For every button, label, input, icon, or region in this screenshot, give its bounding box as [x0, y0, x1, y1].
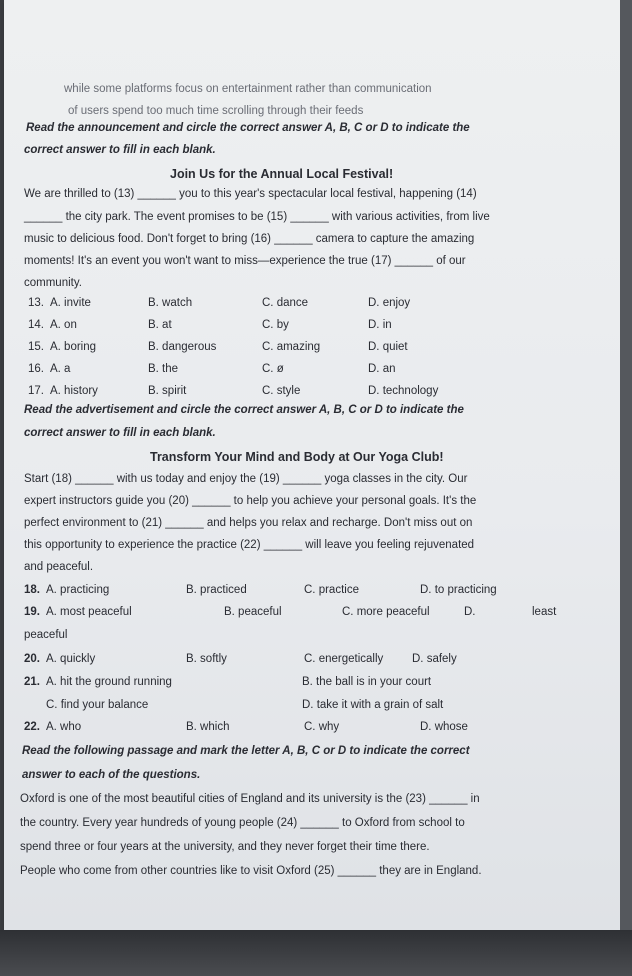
- q19-option-b[interactable]: B. peaceful: [224, 606, 282, 618]
- q17-option-c[interactable]: C. style: [262, 385, 301, 397]
- passage2-line-3: perfect environment to (21) ______ and helps you relax and recharge. Don't miss out on: [24, 517, 473, 529]
- q17-option-a[interactable]: A. history: [50, 385, 98, 397]
- q17-number: 17.: [28, 385, 44, 397]
- q19-option-d-letter[interactable]: D.: [464, 606, 476, 618]
- q17-option-b[interactable]: B. spirit: [148, 385, 187, 397]
- q22-option-a[interactable]: A. who: [46, 721, 82, 733]
- q21-option-a[interactable]: A. hit the ground running: [46, 676, 172, 688]
- festival-title: Join Us for the Annual Local Festival!: [170, 167, 394, 181]
- q15-option-d[interactable]: D. quiet: [368, 341, 408, 353]
- passage3-line-4: People who come from other countries like to visit Oxford (25) ______ they are in England.: [20, 865, 482, 877]
- background-edge-right: [620, 0, 632, 930]
- q15-option-a[interactable]: A. boring: [50, 341, 97, 353]
- worksheet-page: [4, 0, 620, 930]
- section2-instruction: Read the advertisement and circle the correct answer A, B, C or D to indicate the: [24, 404, 464, 416]
- q18-option-a[interactable]: A. practicing: [46, 584, 110, 596]
- q21-number: 21.: [24, 676, 40, 688]
- q19-option-c[interactable]: C. more peaceful: [342, 606, 430, 618]
- intro-line-1: while some platforms focus on entertainment rather than communication: [64, 83, 432, 95]
- q16-number: 16.: [28, 363, 44, 375]
- q14-number: 14.: [28, 319, 44, 331]
- passage1-line-3: music to delicious food. Don't forget to bring (16) ______ camera to capture the amazing: [24, 233, 475, 245]
- q15-option-c[interactable]: C. amazing: [262, 341, 321, 353]
- q15-number: 15.: [28, 341, 44, 353]
- section2-instruction-cont: correct answer to fill in each blank.: [24, 427, 216, 439]
- q21-option-b[interactable]: B. the ball is in your court: [302, 676, 432, 688]
- passage2-line-1: Start (18) ______ with us today and enjoy the (19) ______ yoga classes in the city. Our: [24, 473, 468, 485]
- passage2-line-2: expert instructors guide you (20) ______ to help you achieve your personal goals. It's the: [24, 495, 477, 507]
- q19-option-d-wrap[interactable]: peaceful: [24, 629, 68, 641]
- q19-option-d-word[interactable]: least: [532, 606, 557, 618]
- q14-option-d[interactable]: D. in: [368, 319, 392, 331]
- q15-option-b[interactable]: B. dangerous: [148, 341, 217, 353]
- passage1-line-2: ______ the city park. The event promises to be (15) ______ with various activities, from live: [24, 211, 490, 223]
- q20-option-a[interactable]: A. quickly: [46, 653, 96, 665]
- q18-option-d[interactable]: D. to practicing: [420, 584, 497, 596]
- q22-number: 22.: [24, 721, 40, 733]
- q14-option-c[interactable]: C. by: [262, 319, 289, 331]
- q19-number: 19.: [24, 606, 40, 618]
- section1-instruction-cont: correct answer to fill in each blank.: [24, 144, 216, 156]
- passage3-line-2: the country. Every year hundreds of young people (24) ______ to Oxford from school to: [20, 817, 465, 829]
- q19-option-a[interactable]: A. most peaceful: [46, 606, 132, 618]
- q13-option-c[interactable]: C. dance: [262, 297, 309, 309]
- q14-option-a[interactable]: A. on: [50, 319, 77, 331]
- q18-option-b[interactable]: B. practiced: [186, 584, 247, 596]
- yoga-title: Transform Your Mind and Body at Our Yoga Club!: [150, 450, 444, 464]
- q21-option-c[interactable]: C. find your balance: [46, 699, 149, 711]
- q16-option-c[interactable]: C. ø: [262, 363, 284, 375]
- passage1-line-5: community.: [24, 277, 82, 289]
- intro-line-2: of users spend too much time scrolling through their feeds: [68, 105, 364, 117]
- q17-option-d[interactable]: D. technology: [368, 385, 439, 397]
- q18-number: 18.: [24, 584, 40, 596]
- q20-option-b[interactable]: B. softly: [186, 653, 227, 665]
- q20-option-d[interactable]: D. safely: [412, 653, 457, 665]
- passage3-line-3: spend three or four years at the university, and they never forget their time there.: [20, 841, 430, 853]
- q18-option-c[interactable]: C. practice: [304, 584, 359, 596]
- q22-option-b[interactable]: B. which: [186, 721, 230, 733]
- q13-number: 13.: [28, 297, 44, 309]
- passage1-line-1: We are thrilled to (13) ______ you to this year's spectacular local festival, happening (14): [24, 188, 477, 200]
- q20-option-c[interactable]: C. energetically: [304, 653, 384, 665]
- q13-option-a[interactable]: A. invite: [50, 297, 91, 309]
- background-edge-bottom: [0, 930, 632, 976]
- q20-number: 20.: [24, 653, 40, 665]
- q14-option-b[interactable]: B. at: [148, 319, 172, 331]
- passage2-line-5: and peaceful.: [24, 561, 94, 573]
- q22-option-c[interactable]: C. why: [304, 721, 340, 733]
- q16-option-d[interactable]: D. an: [368, 363, 396, 375]
- passage3-line-1: Oxford is one of the most beautiful cities of England and its university is the (23) ______ in: [20, 793, 480, 805]
- section3-instruction-cont: answer to each of the questions.: [22, 769, 201, 781]
- q13-option-d[interactable]: D. enjoy: [368, 297, 411, 309]
- passage1-line-4: moments! It's an event you won't want to miss—experience the true (17) ______ of our: [24, 255, 466, 267]
- passage2-line-4: this opportunity to experience the practice (22) ______ will leave you feeling rejuvenated: [24, 539, 475, 551]
- q16-option-b[interactable]: B. the: [148, 363, 179, 375]
- section1-instruction: Read the announcement and circle the correct answer A, B, C or D to indicate the: [26, 122, 470, 134]
- q13-option-b[interactable]: B. watch: [148, 297, 193, 309]
- q21-option-d[interactable]: D. take it with a grain of salt: [302, 699, 444, 711]
- section3-instruction: Read the following passage and mark the letter A, B, C or D to indicate the correct: [22, 745, 470, 757]
- q22-option-d[interactable]: D. whose: [420, 721, 468, 733]
- q16-option-a[interactable]: A. a: [50, 363, 71, 375]
